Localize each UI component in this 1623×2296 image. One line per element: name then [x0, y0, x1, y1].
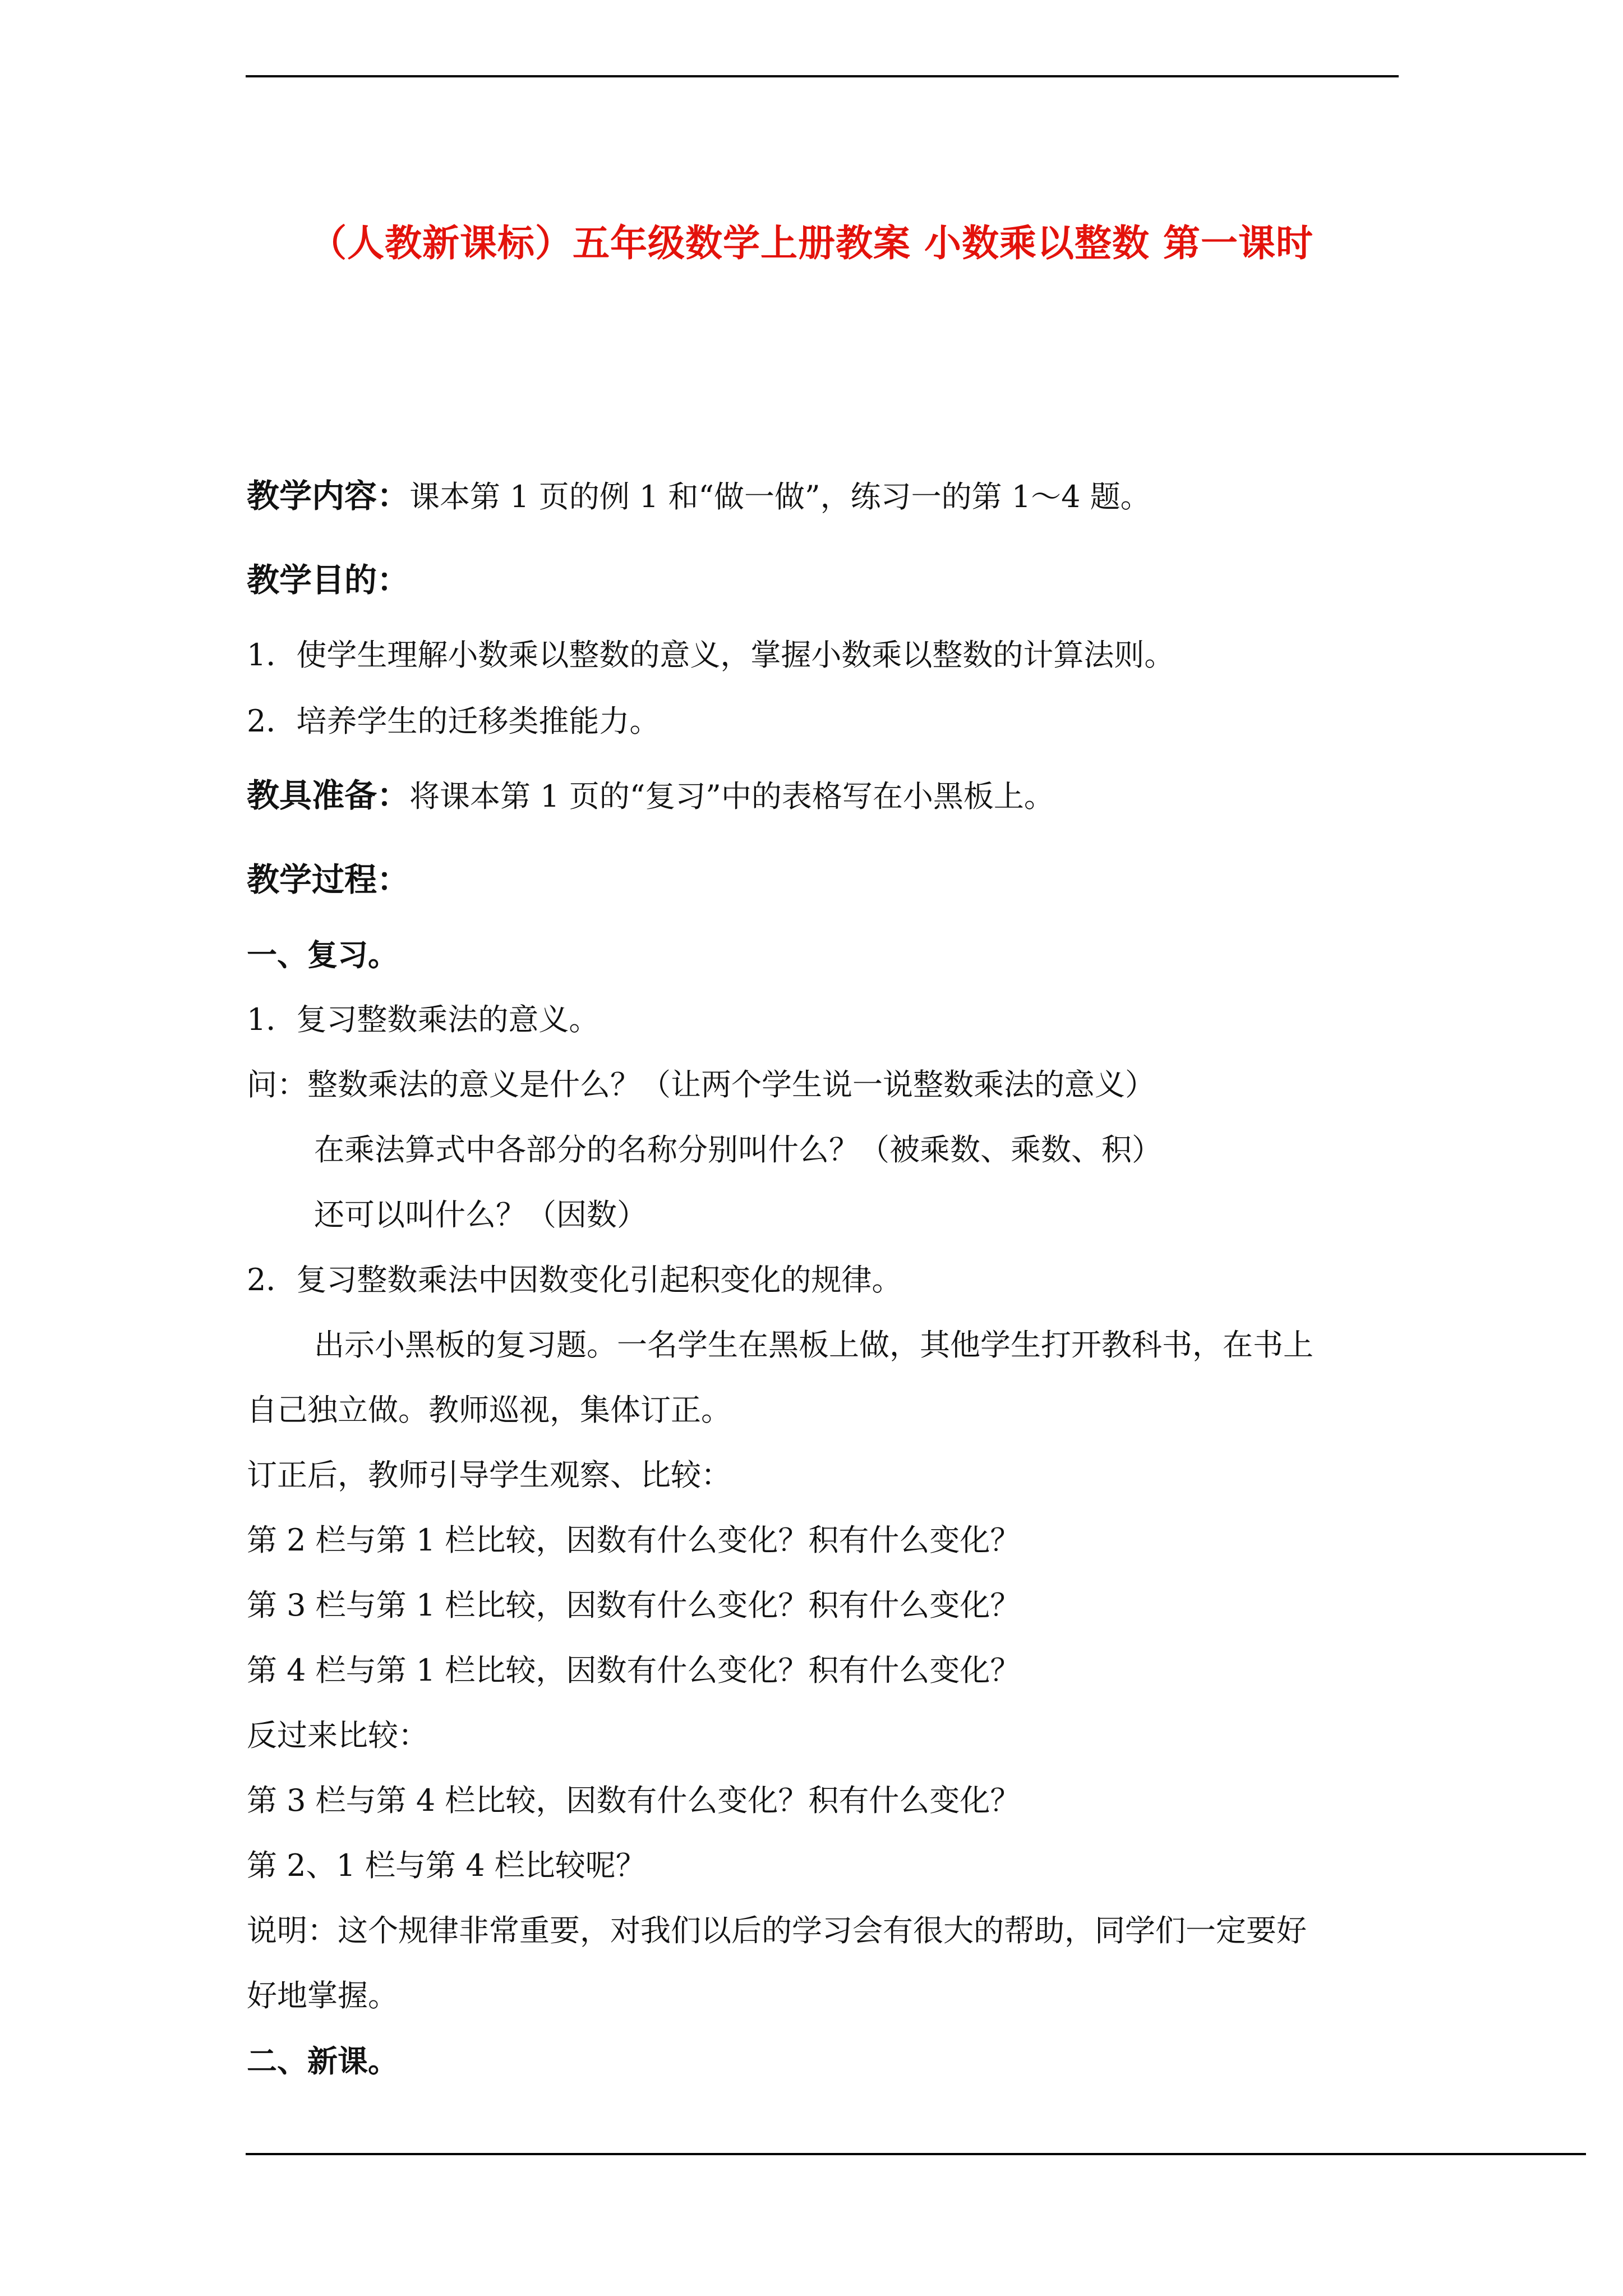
process-line: 自己独立做。教师巡视，集体订正。	[247, 1392, 731, 1428]
process-line: 还可以叫什么？（因数）	[314, 1197, 647, 1232]
goal-item-1: 1．使学生理解小数乘以整数的意义，掌握小数乘以整数的计算法则。	[247, 637, 1175, 673]
process-line: 1．复习整数乘法的意义。	[247, 1002, 600, 1037]
process-line: 说明：这个规律非常重要，对我们以后的学习会有很大的帮助，同学们一定要好	[247, 1913, 1307, 1948]
document-title: （人教新课标）五年级数学上册教案 小数乘以整数 第一课时	[310, 221, 1313, 265]
section-new-lesson-heading: 二、新课。	[247, 2043, 398, 2079]
process-line: 问：整数乘法的意义是什么？（让两个学生说一说整数乘法的意义）	[247, 1067, 1155, 1102]
process-line: 第 2、1 栏与第 4 栏比较呢？	[247, 1848, 646, 1883]
header-rule	[246, 75, 1399, 77]
process-heading: 教学过程：	[247, 861, 410, 899]
process-line: 第 3 栏与第 4 栏比较，因数有什么变化？积有什么变化？	[247, 1783, 1021, 1818]
process-line: 好地掌握。	[247, 1978, 398, 2013]
section-review-heading: 一、复习。	[247, 937, 398, 973]
process-line: 在乘法算式中各部分的名称分别叫什么？（被乘数、乘数、积）	[314, 1132, 1162, 1167]
process-line: 第 2 栏与第 1 栏比较，因数有什么变化？积有什么变化？	[247, 1522, 1021, 1558]
process-line: 第 3 栏与第 1 栏比较，因数有什么变化？积有什么变化？	[247, 1588, 1021, 1623]
tools-paragraph	[247, 776, 1054, 816]
process-line: 反过来比较：	[247, 1718, 428, 1753]
content-label: 教学内容：	[247, 477, 410, 515]
tools-label: 教具准备：	[247, 776, 410, 815]
process-line: 订正后，教师引导学生观察、比较：	[247, 1457, 731, 1493]
goals-heading: 教学目的：	[247, 561, 410, 599]
content-paragraph	[247, 477, 1151, 516]
content-text: 课本第 1 页的例 1 和“做一做”，练习一的第 1～4 题。	[409, 479, 1151, 514]
process-line: 第 4 栏与第 1 栏比较，因数有什么变化？积有什么变化？	[247, 1653, 1021, 1688]
process-line: 出示小黑板的复习题。一名学生在黑板上做，其他学生打开教科书，在书上	[314, 1327, 1313, 1363]
footer-rule	[246, 2153, 1586, 2155]
goal-item-2: 2．培养学生的迁移类推能力。	[247, 703, 660, 739]
process-line: 2．复习整数乘法中因数变化引起积变化的规律。	[247, 1262, 902, 1297]
tools-text: 将课本第 1 页的“复习”中的表格写在小黑板上。	[409, 779, 1054, 814]
